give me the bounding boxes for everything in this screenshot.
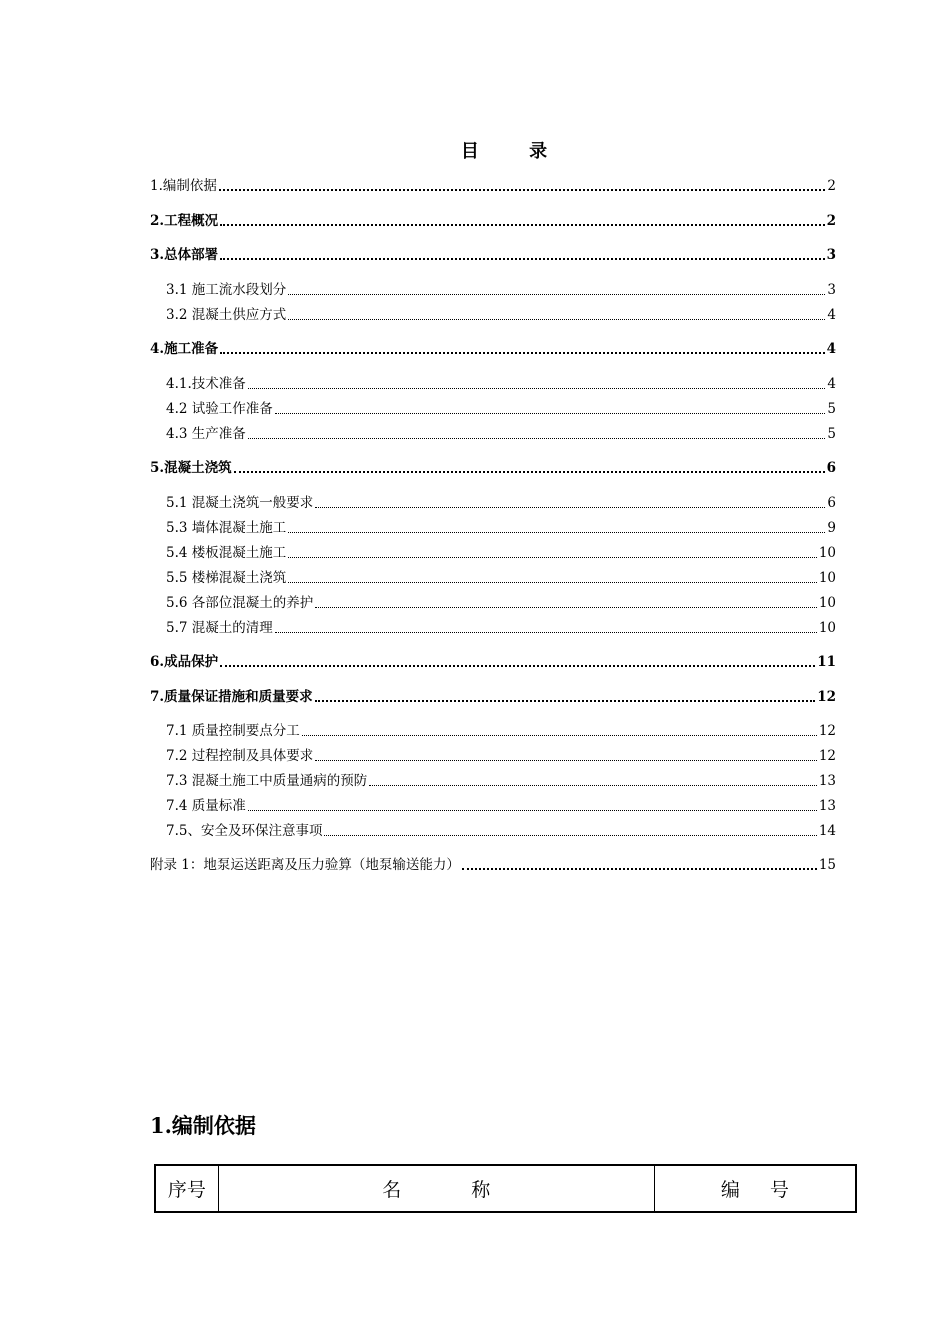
section-heading: 1.编制依据 <box>150 1113 256 1138</box>
toc-entry-page: 10 <box>818 545 836 561</box>
toc-leader-dots <box>219 189 826 191</box>
toc-entry[interactable] <box>166 518 836 538</box>
toc-entry[interactable] <box>150 176 836 196</box>
toc-entry-label: 附录 1：地泵运送距离及压力验算（地泵输送能力） <box>150 857 460 873</box>
toc-leader-dots <box>220 258 825 260</box>
toc-entry-page: 12 <box>817 689 836 705</box>
toc-entry[interactable] <box>166 593 836 613</box>
toc-entry-label: 7.1 质量控制要点分工 <box>166 723 300 739</box>
toc-leader-dots <box>275 632 817 633</box>
toc-entry[interactable] <box>166 618 836 638</box>
toc-leader-dots <box>302 735 817 736</box>
toc-leader-dots <box>234 471 825 473</box>
toc-entry-page: 4 <box>826 341 836 357</box>
toc-entry-label: 7.5、安全及环保注意事项 <box>166 823 323 839</box>
basis-table <box>154 1164 857 1213</box>
toc-entry-label: 3.2 混凝土供应方式 <box>166 307 287 323</box>
table-header-row <box>155 1165 856 1212</box>
toc-entry-page: 5 <box>827 426 836 442</box>
toc-entry[interactable] <box>166 280 836 300</box>
toc-leader-dots <box>288 294 825 295</box>
toc-entry-page: 15 <box>818 857 836 873</box>
toc-entry-page: 6 <box>827 495 836 511</box>
toc-entry[interactable] <box>166 771 836 791</box>
toc-entry-label: 5.混凝土浇筑 <box>150 460 232 476</box>
toc-entry[interactable] <box>166 424 836 444</box>
toc-entry[interactable] <box>150 245 836 265</box>
toc-entry-page: 3 <box>826 247 836 263</box>
toc-entry-label: 5.6 各部位混凝土的养护 <box>166 595 314 611</box>
toc-leader-dots <box>220 352 825 354</box>
toc-entry-label: 5.4 楼板混凝土施工 <box>166 545 287 561</box>
toc-entry-label: 7.2 过程控制及具体要求 <box>166 748 314 764</box>
toc-entry-page: 13 <box>818 798 836 814</box>
toc-entry[interactable] <box>150 855 836 875</box>
toc-entry-label: 2.工程概况 <box>150 213 219 229</box>
table-header-no: 序号 <box>155 1165 218 1212</box>
toc-entry-label: 4.3 生产准备 <box>166 426 246 442</box>
toc-entry[interactable] <box>166 543 836 563</box>
toc-leader-dots <box>220 224 825 226</box>
toc-leader-dots <box>288 532 825 533</box>
table-header-name: 名称 <box>218 1165 654 1212</box>
toc-leader-dots <box>315 507 825 508</box>
toc-entry[interactable] <box>166 796 836 816</box>
toc-entry-label: 4.1.技术准备 <box>166 376 246 392</box>
toc-entry-label: 4.施工准备 <box>150 341 219 357</box>
toc-entry[interactable] <box>150 652 836 672</box>
toc-leader-dots <box>248 810 817 811</box>
toc-entry[interactable] <box>150 211 836 231</box>
toc-entry-page: 9 <box>827 520 836 536</box>
toc-entry-label: 5.5 楼梯混凝土浇筑 <box>166 570 287 586</box>
toc-leader-dots <box>288 582 817 583</box>
toc-entry-page: 6 <box>826 460 836 476</box>
toc-entry-page: 2 <box>826 213 836 229</box>
toc-entry-label: 5.3 墙体混凝土施工 <box>166 520 287 536</box>
toc-entry[interactable] <box>166 746 836 766</box>
toc-entry[interactable] <box>166 568 836 588</box>
toc-entry[interactable] <box>166 305 836 325</box>
toc-entry-page: 13 <box>818 773 836 789</box>
toc-entry-page: 10 <box>818 595 836 611</box>
toc-leader-dots <box>248 438 826 439</box>
toc-leader-dots <box>369 785 817 786</box>
toc-leader-dots <box>248 388 826 389</box>
toc-entry[interactable] <box>166 493 836 513</box>
toc-entry[interactable] <box>166 721 836 741</box>
toc-entry-page: 4 <box>827 307 836 323</box>
toc-entry-page: 10 <box>818 620 836 636</box>
toc-leader-dots <box>288 319 825 320</box>
toc-entry-label: 7.3 混凝土施工中质量通病的预防 <box>166 773 368 789</box>
toc-leader-dots <box>462 868 817 870</box>
toc-entry[interactable] <box>150 339 836 359</box>
toc-entry-label: 6.成品保护 <box>150 654 219 670</box>
toc-leader-dots <box>315 700 816 702</box>
toc-leader-dots <box>324 835 816 836</box>
toc-entry-label: 1.编制依据 <box>150 178 217 194</box>
toc-entry-label: 3.总体部署 <box>150 247 219 263</box>
toc-entry-page: 5 <box>827 401 836 417</box>
toc-entry-page: 4 <box>827 376 836 392</box>
table-header-code: 编号 <box>654 1165 856 1212</box>
toc-entry-page: 12 <box>818 748 836 764</box>
toc-entry-label: 5.1 混凝土浇筑一般要求 <box>166 495 314 511</box>
toc-leader-dots <box>288 557 817 558</box>
toc-entry-page: 12 <box>818 723 836 739</box>
toc-leader-dots <box>315 760 817 761</box>
toc-entry-page: 10 <box>818 570 836 586</box>
toc-entry-label: 7.质量保证措施和质量要求 <box>150 689 313 705</box>
toc-entry-page: 2 <box>827 178 836 194</box>
toc-leader-dots <box>275 413 826 414</box>
toc-entry[interactable] <box>166 821 836 841</box>
toc-entry[interactable] <box>166 399 836 419</box>
toc-entry-label: 4.2 试验工作准备 <box>166 401 273 417</box>
toc-leader-dots <box>315 607 817 608</box>
toc-title: 目 录 <box>460 141 570 162</box>
toc-entry-page: 3 <box>827 282 836 298</box>
toc-entry[interactable] <box>150 458 836 478</box>
toc-leader-dots <box>220 665 815 667</box>
toc-entry-page: 14 <box>818 823 836 839</box>
toc-entry[interactable] <box>166 374 836 394</box>
toc-entry[interactable] <box>150 687 836 707</box>
toc-entry-label: 7.4 质量标准 <box>166 798 246 814</box>
toc-entry-page: 11 <box>817 654 836 670</box>
toc-entry-label: 3.1 施工流水段划分 <box>166 282 287 298</box>
toc-entry-label: 5.7 混凝土的清理 <box>166 620 273 636</box>
